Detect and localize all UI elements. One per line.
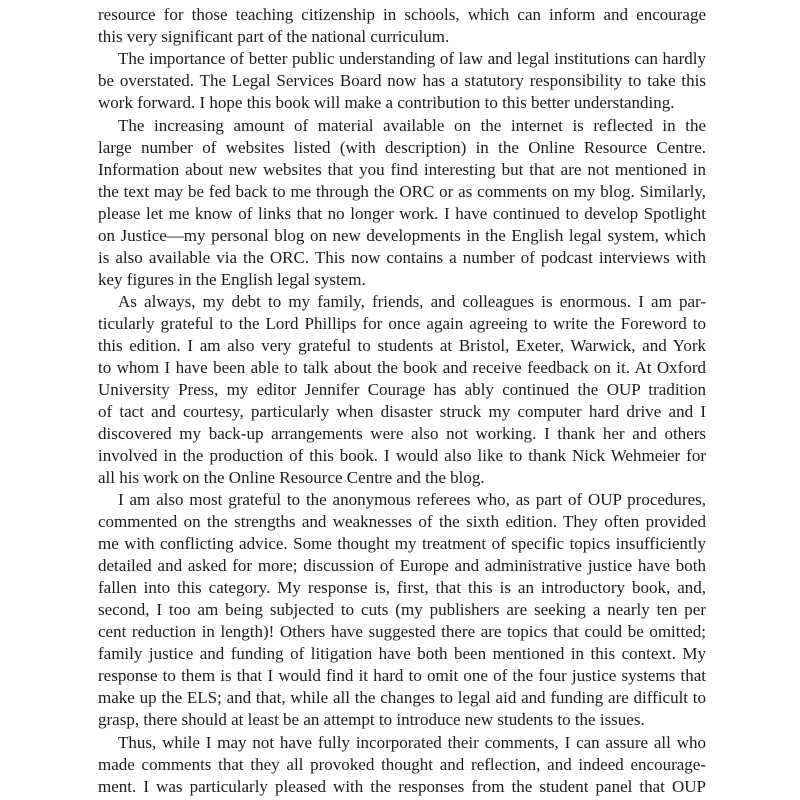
text-line: of tact and courtesy, particularly when disaster struck my computer hard drive and I: [98, 402, 706, 421]
text-line: The importance of better public understanding of law and legal institutions can hardly: [118, 49, 706, 68]
text-line: is also available via the ORC. This now contains a number of podcast interviews with: [98, 248, 706, 267]
text-line: discovered my back-up arrangements were also not working. I thank her and others: [98, 424, 706, 443]
text-line: I am also most grateful to the anonymous referees who, as part of OUP procedures,: [118, 490, 706, 509]
text-line: make up the ELS; and that, while all the changes to legal aid and funding are difficult to: [98, 688, 706, 707]
text-line: me with conflicting advice. Some thought my treatment of specific topics insufficiently: [98, 534, 706, 553]
text-line: The increasing amount of material available on the internet is reflected in the: [118, 116, 706, 135]
text-line: work forward. I hope this book will make a contribution to this better understanding.: [98, 93, 675, 112]
text-line: ment. I was particularly pleased with the responses from the student panel that OUP: [98, 777, 706, 796]
text-line: Thus, while I may not have fully incorporated their comments, I can assure all who: [118, 733, 706, 752]
text-line: resource for those teaching citizenship in schools, which can inform and encourage: [98, 5, 706, 24]
text-line: family justice and funding of litigation have both been mentioned in this context. My: [98, 644, 706, 663]
text-line: commented on the strengths and weaknesses of the sixth edition. They often provided: [98, 512, 706, 531]
text-line: this very significant part of the national curriculum.: [98, 27, 450, 46]
text-line: University Press, my editor Jennifer Courage has ably continued the OUP tradition: [98, 380, 706, 399]
text-line: fallen into this category. My response is, first, that this is an introductory book, and,: [98, 578, 706, 597]
text-line: cent reduction in length)! Others have suggested there are topics that could be omitted;: [98, 622, 706, 641]
text-line: Information about new websites that you find interesting but that are not mentioned in: [98, 160, 706, 179]
text-line: As always, my debt to my family, friends, and colleagues is enormous. I am par-: [118, 292, 706, 311]
text-line: response to them is that I would find it hard to omit one of the four justice systems that: [98, 666, 706, 685]
text-line: all his work on the Online Resource Centre and the blog.: [98, 468, 485, 487]
text-line: involved in the production of this book. I would also like to thank Nick Wehmeier for: [98, 446, 706, 465]
text-line: this edition. I am also very grateful to students at Bristol, Exeter, Warwick, and York: [98, 336, 706, 355]
text-line: the text may be fed back to me through the ORC or as comments on my blog. Similarly,: [98, 182, 706, 201]
text-line: to whom I have been able to talk about the book and receive feedback on it. At Oxford: [98, 358, 706, 377]
text-line: made comments that they all provoked thought and reflection, and indeed encourage-: [98, 755, 706, 774]
text-line: large number of websites listed (with description) in the Online Resource Centre.: [98, 138, 706, 157]
text-line: grasp, there should at least be an attempt to introduce new students to the issues.: [98, 710, 645, 729]
text-line: key figures in the English legal system.: [98, 270, 366, 289]
text-line: please let me know of links that no longer work. I have continued to develop Spotlight: [98, 204, 706, 223]
text-line: detailed and asked for more; discussion of Europe and administrative justice have both: [98, 556, 706, 575]
text-line: second, I too am being subjected to cuts (my publishers are seeking a nearly ten per: [98, 600, 706, 619]
text-line: be overstated. The Legal Services Board now has a statutory responsibility to take this: [98, 71, 706, 90]
text-line: on Justice—my personal blog on new developments in the English legal system, which: [98, 226, 706, 245]
text-line: ticularly grateful to the Lord Phillips for once again agreeing to write the Foreword to: [98, 314, 706, 333]
